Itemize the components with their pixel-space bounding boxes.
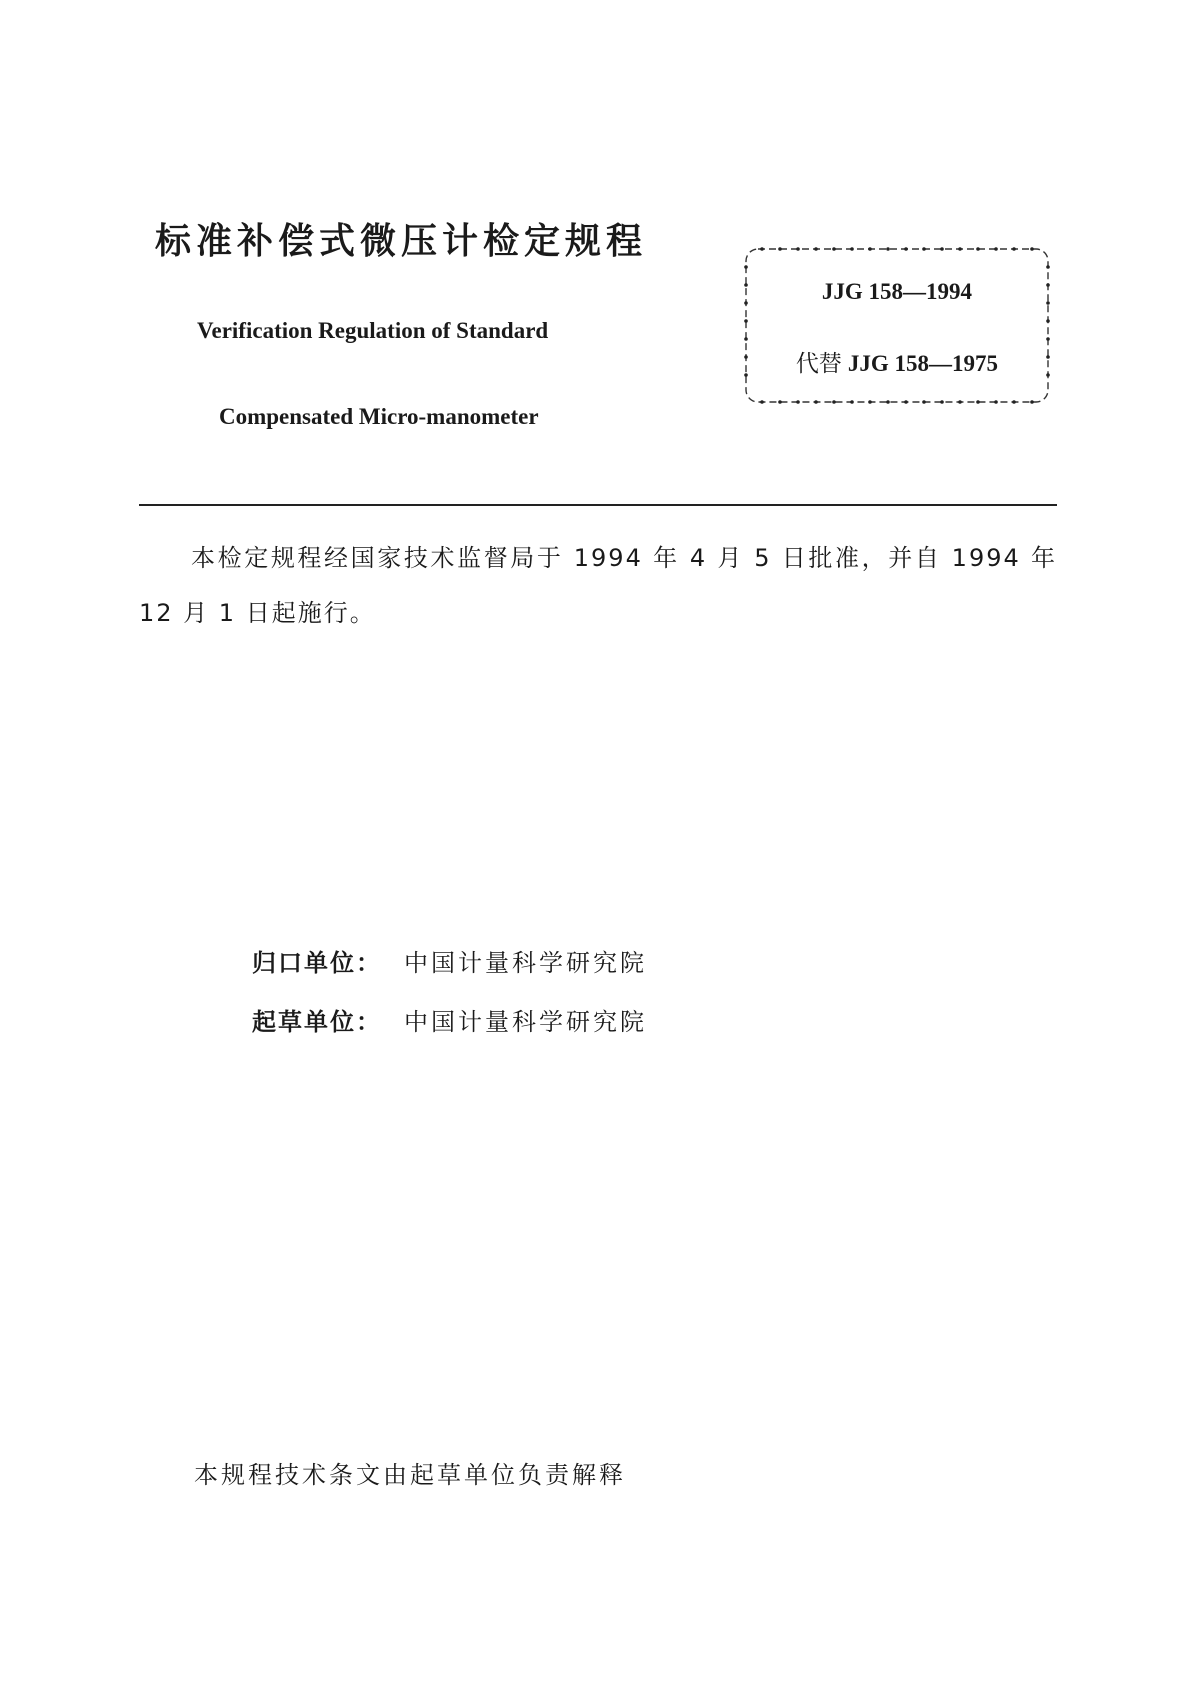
unit-value: 中国计量科学研究院 xyxy=(404,1008,647,1036)
title-cn: 标准补偿式微压计检定规程 xyxy=(155,221,648,262)
standard-code: JJG 158—1994 xyxy=(821,279,973,304)
divider-rule xyxy=(139,504,1057,506)
title-en-line1: Verification Regulation of Standard xyxy=(197,318,549,343)
standard-code-box xyxy=(742,245,1052,406)
unit-label: 归口单位： xyxy=(252,949,382,977)
unit-value: 中国计量科学研究院 xyxy=(404,949,647,977)
unit-label: 起草单位： xyxy=(252,1008,382,1036)
interpretation-note: 本规程技术条文由起草单位负责解释 xyxy=(194,1461,626,1489)
title-en-line2: Compensated Micro-manometer xyxy=(219,404,539,429)
approval-notice: 本检定规程经国家技术监督局于 1994 年 4 月 5 日批准，并自 1994 年 12 月 1 日起施行。 xyxy=(139,544,1057,627)
decorative-border xyxy=(742,245,1052,406)
replaces-code: JJG 158—1975 xyxy=(847,351,999,376)
unit-row-drafting xyxy=(252,1002,647,1037)
replaces-line xyxy=(742,345,1052,378)
unit-row-responsible xyxy=(252,943,647,978)
replaces-label: 代替 xyxy=(795,351,842,377)
